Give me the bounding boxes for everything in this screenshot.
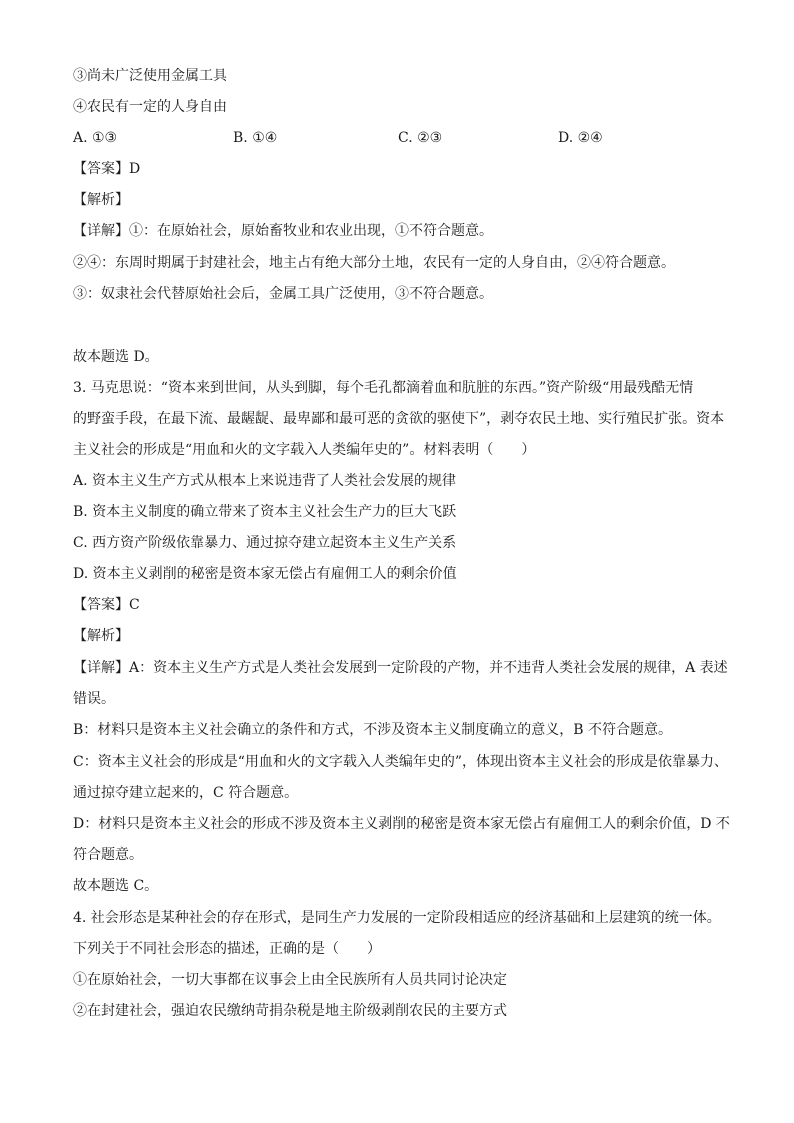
prev-detail-line-3: ③：奴隶社会代替原始社会后，金属工具广泛使用，③不符合题意。 xyxy=(73,286,493,302)
prev-option-c: C. ②③ xyxy=(398,130,443,146)
q3-detail-line-4: C：资本主义社会的形成是“用血和火的文字载入人类编年史的”，体现出资本主义社会的形成是依靠暴力、 xyxy=(73,754,729,770)
prev-option-a: A. ①③ xyxy=(73,130,118,146)
detail-label: 【详解】 xyxy=(73,223,129,239)
prev-item-3: ③尚未广泛使用金属工具 xyxy=(73,68,227,84)
q3-stem-line-2: 的野蛮手段，在最下流、最龌龊、最卑鄙和最可恶的贪欲的驱使下”，剥夺农民土地、实行殖民扩张。资本 xyxy=(73,411,725,427)
q3-detail-line-6: D：材料只是资本主义社会的形成不涉及资本主义剥削的秘密是资本家无偿占有雇佣工人的剩余价值，D 不 xyxy=(73,816,730,832)
answer-value: C xyxy=(129,597,140,613)
q3-detail-line-1 xyxy=(73,658,733,678)
prev-options-row xyxy=(73,128,733,148)
answer-value: D xyxy=(129,161,141,177)
q4-stem-line-2: 下列关于不同社会形态的描述，正确的是（ ） xyxy=(73,941,381,957)
q3-detail-line-3: B：材料只是资本主义社会确立的条件和方式，不涉及资本主义制度确立的意义，B 不符合题意。 xyxy=(73,722,673,738)
prev-option-b: B. ①④ xyxy=(233,130,278,146)
q3-answer xyxy=(73,595,733,615)
q3-stem-line-1: 3. 马克思说：“资本来到世间，从头到脚，每个毛孔都滴着血和肮脏的东西。”资产阶级“用最残酷无情 xyxy=(73,380,694,396)
detail-text: ①：在原始社会，原始畜牧业和农业出现，①不符合题意。 xyxy=(129,223,493,239)
q3-option-c: C. 西方资产阶级依靠暴力、通过掠夺建立起资本主义生产关系 xyxy=(73,535,457,551)
answer-label: 【答案】 xyxy=(73,161,129,177)
prev-conclusion: 故本题选 D。 xyxy=(73,349,159,365)
q4-stem-line-1: 4. 社会形态是某种社会的存在形式，是同生产力发展的一定阶段相适应的经济基础和上层建筑的统一体。 xyxy=(73,910,721,926)
q3-detail-line-7: 符合题意。 xyxy=(73,847,143,863)
prev-detail-line-1 xyxy=(73,221,733,241)
q3-analysis-label: 【解析】 xyxy=(73,628,129,644)
prev-analysis-label: 【解析】 xyxy=(73,192,129,208)
answer-label: 【答案】 xyxy=(73,597,129,613)
q4-item-2: ②在封建社会，强迫农民缴纳苛捐杂税是地主阶级剥削农民的主要方式 xyxy=(73,1003,507,1019)
q3-detail-line-2: 错误。 xyxy=(73,691,115,707)
q3-option-a: A. 资本主义生产方式从根本上来说违背了人类社会发展的规律 xyxy=(73,473,457,489)
prev-item-4: ④农民有一定的人身自由 xyxy=(73,99,227,115)
detail-text: A：资本主义生产方式是人类社会发展到一定阶段的产物，并不违背人类社会发展的规律，A 表述 xyxy=(129,660,728,676)
prev-detail-line-2: ②④：东周时期属于封建社会，地主占有绝大部分土地，农民有一定的人身自由，②④符合题意。 xyxy=(73,255,675,271)
q4-item-1: ①在原始社会，一切大事都在议事会上由全民族所有人员共同讨论决定 xyxy=(73,972,507,988)
detail-label: 【详解】 xyxy=(73,660,129,676)
q3-option-d: D. 资本主义剥削的秘密是资本家无偿占有雇佣工人的剩余价值 xyxy=(73,566,457,582)
q3-conclusion: 故本题选 C。 xyxy=(73,878,159,894)
prev-option-d: D. ②④ xyxy=(558,130,603,146)
q3-stem-line-3: 主义社会的形成是“用血和火的文字载入人类编年史的”。材料表明（ ） xyxy=(73,442,536,458)
q3-option-b: B. 资本主义制度的确立带来了资本主义社会生产力的巨大飞跃 xyxy=(73,504,457,520)
prev-answer xyxy=(73,159,733,179)
q3-detail-line-5: 通过掠夺建立起来的，C 符合题意。 xyxy=(73,785,299,801)
